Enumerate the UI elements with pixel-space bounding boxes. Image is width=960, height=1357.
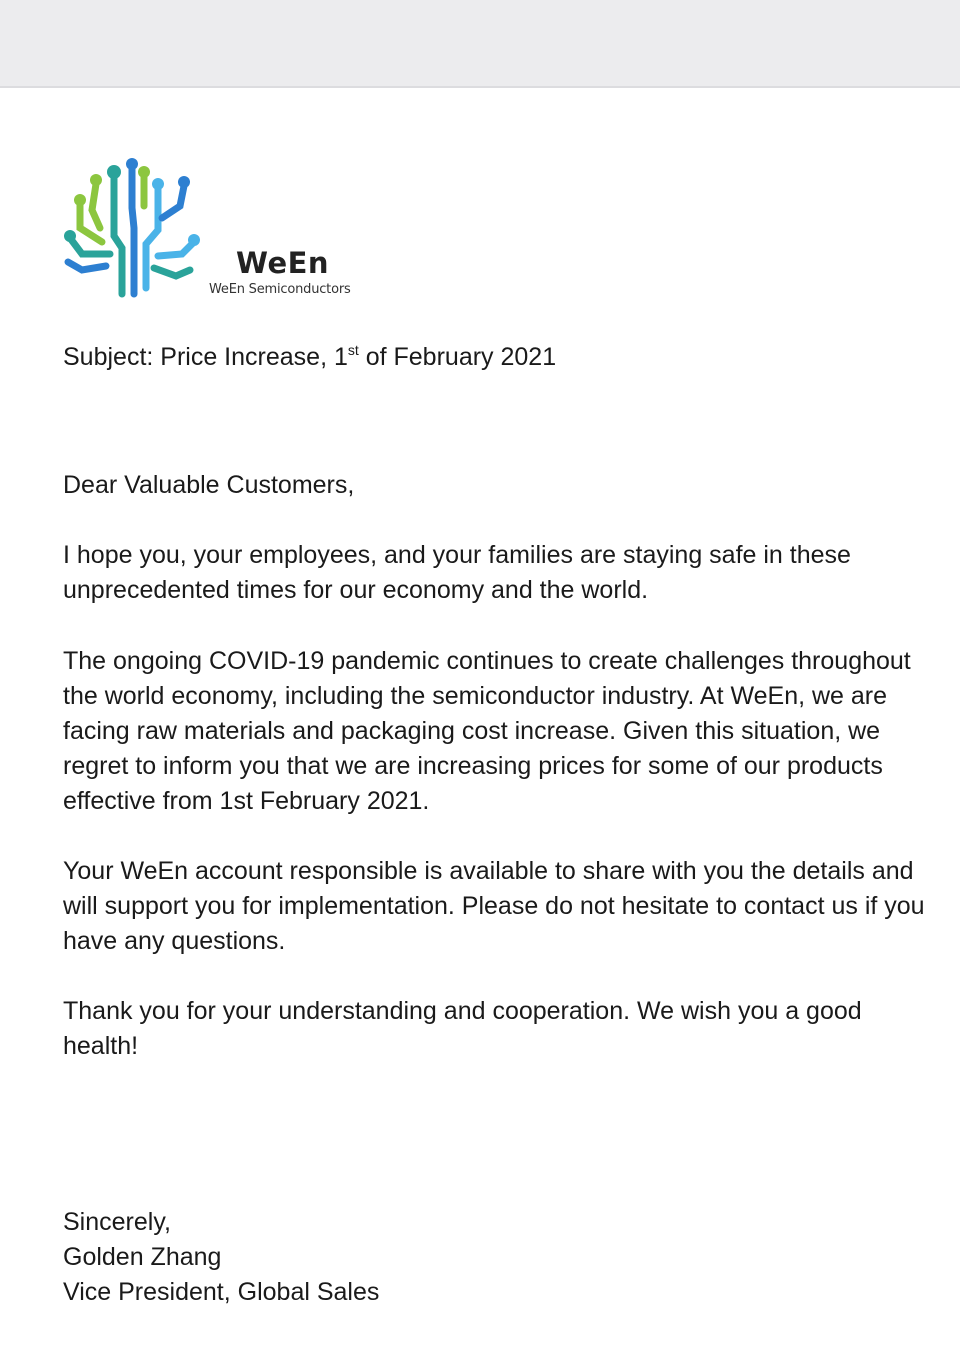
subject-text-end: of February 2021 (358, 343, 557, 371)
letter-paragraph-1: I hope you, your employees, and your families are staying safe in these unprecedented times for our economy and the world. (63, 541, 851, 604)
signer-title: Vice President, Global Sales (63, 1278, 380, 1306)
letter-paragraph-3: Your WeEn account responsible is available to share with you the details and will support you for implementation. Please do not hesitate to contact us if you have any questions. (63, 857, 925, 955)
letter-subject (63, 340, 556, 375)
subject-ordinal: st (347, 342, 359, 358)
letter-paragraph-2: The ongoing COVID-19 pandemic continues to create challenges throughout the world economy, including the semiconductor industry. At WeEn, we are facing raw materials and packaging cost increase. Given this situation, we regret to inform you that we are increasing prices for some of our products effective from 1st February 2021. (63, 647, 911, 815)
brand-name: WeEn (236, 246, 330, 280)
signer-name: Golden Zhang (63, 1243, 222, 1271)
top-bar (0, 0, 960, 88)
subject-text: Subject: Price Increase, 1 (63, 343, 348, 371)
letter-signoff (63, 1205, 379, 1310)
ween-logo-icon (62, 158, 202, 300)
brand-subtitle: WeEn Semiconductors (209, 282, 351, 297)
closing: Sincerely, (63, 1208, 171, 1236)
letter-greeting: Dear Valuable Customers, (63, 471, 355, 499)
letter-paragraph-4: Thank you for your understanding and cooperation. We wish you a good health! (63, 997, 862, 1060)
